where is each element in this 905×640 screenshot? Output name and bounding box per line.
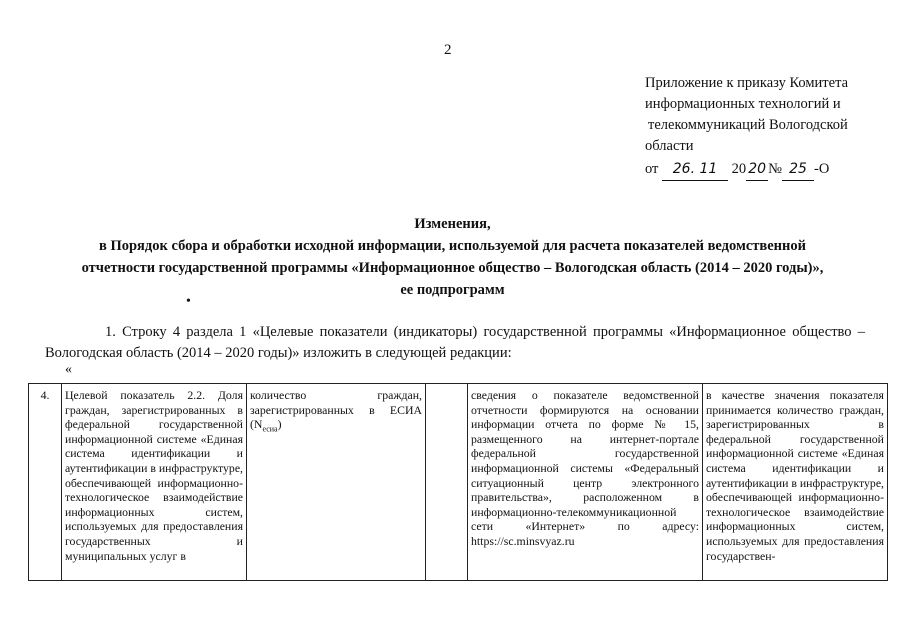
open-quote: « [65,362,72,377]
date-prefix: от [645,161,659,177]
order-number: 25 [782,159,814,181]
title-line-4: ее подпрограмм [400,282,505,298]
indicator-table [28,383,888,581]
number-suffix: -О [814,161,830,177]
title-line-3: отчетности государственной программы «Информационное общество – Вологодская область (2014 – 2020 годы)», [81,260,824,276]
measure-text: количество граждан, зарегистрированных в ЕСИА (N [250,388,422,432]
stray-mark: • [186,294,191,309]
measure-close: ) [277,417,282,432]
date-year-prefix: 20 [731,161,747,177]
cell-measure [247,384,426,581]
appendix-line: Приложение к приказу Комитета [645,75,849,91]
page-number: 2 [444,42,452,58]
cell-source: сведения о показателе ведомственной отчетности формируются на основании информации отчета по форме № 15, размещенного на интернет-портале федеральной государственной информационной системы «Федеральный ситуационный центр электронного правительства», расположенном в информационно-телекоммуникационной сети «Интернет» по адресу: https://sc.minsvyaz.ru [468,384,703,581]
appendix-line: телекоммуникаций Вологодской [648,117,848,133]
date-year-suffix: 20 [746,159,768,181]
cell-number: 4. [29,384,62,581]
appendix-header [645,73,885,181]
order-date-line [645,159,885,181]
cell-method: в качестве значения показателя принимается количество граждан, зарегистрированных в федеральной государственной информационной системе «Единая система идентификации и аутентификации в инфраструктуре, обеспечивающей информационно-технологическое взаимодействие информационных систем, используемых для предоставления государствен- [703,384,888,581]
appendix-line: области [645,138,694,154]
document-title [40,213,865,301]
cell-empty [426,384,468,581]
title-line-1: Изменения, [414,216,491,232]
paragraph-1: 1. Строку 4 раздела 1 «Целевые показатели (индикаторы) государственной программы «Информационное общество – Вологодская область (2014 – 2020 годы)» изложить в следующей редакции: [45,324,865,361]
measure-subscript: есиа [262,424,278,434]
date-day-month: 26. 11 [662,159,728,181]
appendix-line: информационных технологий и [645,96,841,112]
title-line-2: в Порядок сбора и обработки исходной информации, используемой для расчета показателей ведомственной [99,238,806,254]
cell-indicator: Целевой показатель 2.2. Доля граждан, зарегистрированных в федеральной государственной информационной системе «Единая система идентификации и аутентификации в инфраструктуре, обеспечивающей информационно-технологическое взаимодействие информационных систем, используемых для предоставления государственных и муниципальных услуг в [62,384,247,581]
number-label: № [768,161,782,177]
table-row [29,384,888,581]
